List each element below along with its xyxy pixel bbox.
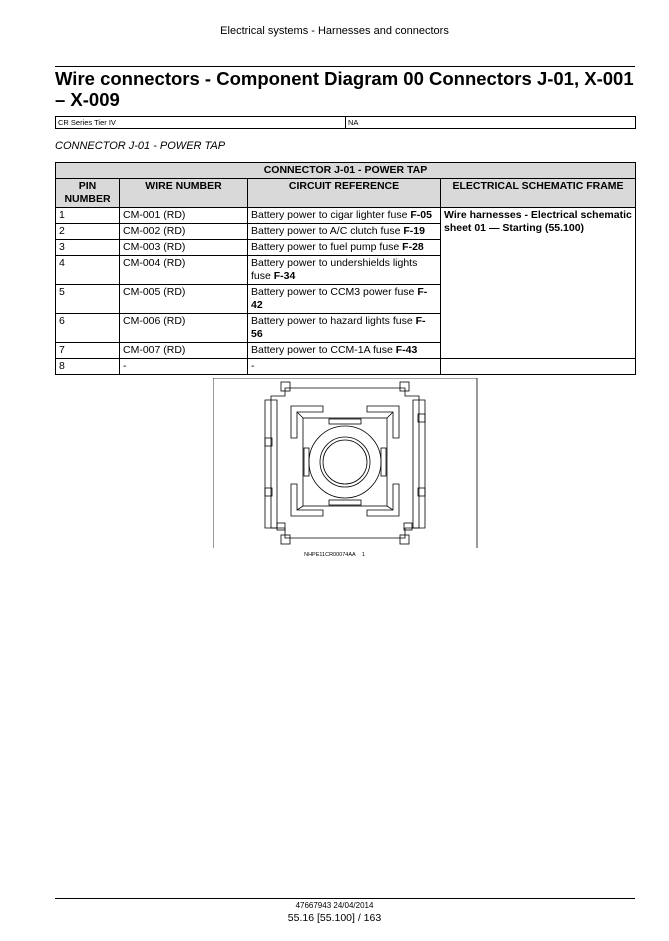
empty-frame-cell [441, 359, 636, 375]
wire-number-cell: CM-006 (RD) [120, 314, 248, 343]
wire-number-cell: CM-004 (RD) [120, 256, 248, 285]
pin-number-cell: 7 [56, 343, 120, 359]
fuse-id: F-34 [273, 270, 296, 282]
circuit-text: Battery power to CCM3 power fuse [251, 286, 418, 298]
circuit-reference-cell [248, 359, 441, 375]
section-title: CONNECTOR J-01 - POWER TAP [55, 140, 226, 152]
circuit-text: Battery power to undershields lights fuse [251, 257, 418, 282]
na-label: NA [348, 118, 359, 127]
series-label: CR Series Tier IV [58, 118, 116, 127]
circuit-reference-cell [248, 343, 441, 359]
figure-code: NHPE11CR00074AA [304, 552, 356, 558]
footer-doc-ref: 47667943 24/04/2014 [295, 901, 374, 910]
wire-number-cell: CM-002 (RD) [120, 224, 248, 240]
figure-number: 1 [361, 552, 365, 558]
circuit-reference-cell [248, 314, 441, 343]
fuse-id: F-28 [402, 241, 424, 253]
connector-table [55, 162, 636, 375]
circuit-text: Battery power to fuel pump fuse [251, 241, 403, 253]
circuit-reference-cell [248, 208, 441, 224]
fuse-id: F-42 [251, 286, 428, 311]
circuit-text: - [251, 360, 255, 372]
wire-number-cell: CM-007 (RD) [120, 343, 248, 359]
pin-number-cell: 3 [56, 240, 120, 256]
fuse-id: F-19 [403, 225, 425, 237]
table-row [56, 208, 636, 224]
circuit-text: Battery power to cigar lighter fuse [251, 209, 411, 221]
col-header-wire: WIRE NUMBER [120, 179, 248, 208]
pin-number-cell: 5 [56, 285, 120, 314]
pin-number-cell: 1 [56, 208, 120, 224]
wire-number-cell: CM-001 (RD) [120, 208, 248, 224]
table-row [56, 359, 636, 375]
connector-diagram [213, 378, 478, 548]
schematic-frame-cell: Wire harnesses - Electrical schematic sheet 01 — Starting (55.100) [441, 208, 636, 359]
circuit-text: Battery power to A/C clutch fuse [251, 225, 404, 237]
col-header-pin: PIN NUMBER [56, 179, 120, 208]
circuit-reference-cell [248, 240, 441, 256]
connector-face-drawing [213, 378, 478, 548]
circuit-reference-cell [248, 224, 441, 240]
pin-number-cell: 6 [56, 314, 120, 343]
wire-number-cell: CM-003 (RD) [120, 240, 248, 256]
page-title: Wire connectors - Component Diagram 00 Connectors J-01, X-001 – X-009 [55, 68, 634, 110]
pin-number-cell: 4 [56, 256, 120, 285]
running-header: Electrical systems - Harnesses and connectors [220, 25, 449, 37]
header-rule [55, 66, 635, 67]
footer-page-number: 55.16 [55.100] / 163 [287, 912, 382, 924]
col-header-circuit: CIRCUIT REFERENCE [248, 179, 441, 208]
pin-number-cell: 8 [56, 359, 120, 375]
meta-bar [55, 116, 636, 129]
figure-caption [0, 552, 669, 558]
table-caption: CONNECTOR J-01 - POWER TAP [56, 163, 636, 179]
wire-number-cell: CM-005 (RD) [120, 285, 248, 314]
fuse-id: F-05 [410, 209, 432, 221]
wire-number-cell: - [120, 359, 248, 375]
col-header-frame: ELECTRICAL SCHEMATIC FRAME [441, 179, 636, 208]
circuit-text: Battery power to CCM-1A fuse [251, 344, 396, 356]
fuse-id: F-56 [251, 315, 426, 340]
footer-rule [55, 898, 635, 899]
circuit-reference-cell [248, 256, 441, 285]
circuit-text: Battery power to hazard lights fuse [251, 315, 416, 327]
fuse-id: F-43 [395, 344, 418, 356]
pin-number-cell: 2 [56, 224, 120, 240]
circuit-reference-cell [248, 285, 441, 314]
